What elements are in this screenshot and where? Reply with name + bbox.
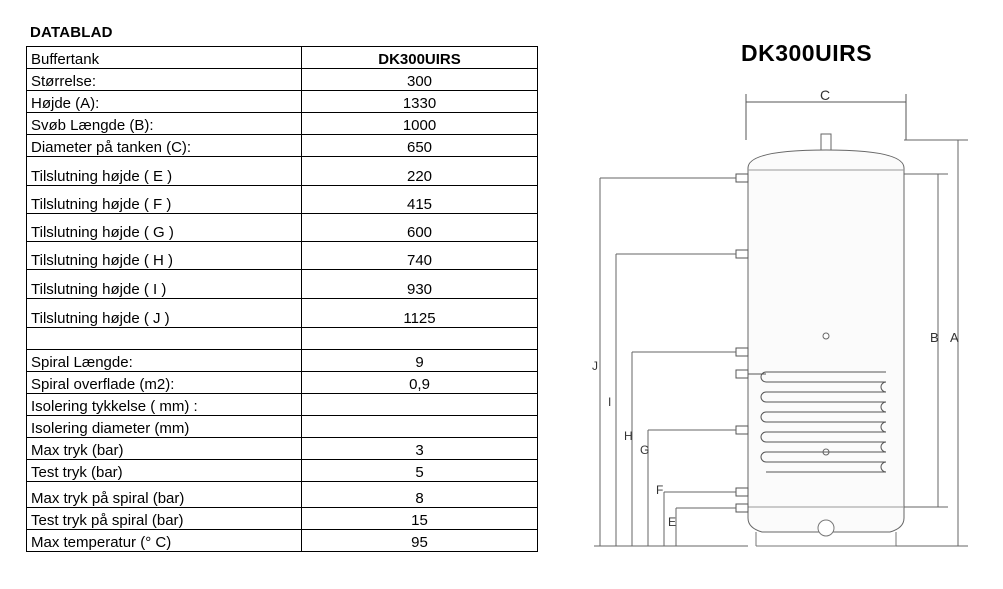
label-i: I: [608, 395, 612, 409]
label-c: C: [820, 87, 831, 103]
table-row: [27, 372, 538, 394]
row-value: 3: [302, 438, 538, 460]
connection-g: [736, 426, 748, 434]
table-row: [27, 530, 538, 552]
tank-body: [748, 150, 904, 532]
table-header-row: [27, 47, 538, 69]
diagram-title: DK300UIRS: [741, 40, 873, 66]
row-label: Tilslutning højde ( F ): [27, 186, 302, 214]
row-value: 415: [302, 186, 538, 214]
row-label: Tilslutning højde ( H ): [27, 242, 302, 270]
row-value: 1330: [302, 91, 538, 113]
table-row: [27, 157, 538, 186]
label-f: F: [656, 483, 664, 497]
row-label: Max tryk (bar): [27, 438, 302, 460]
row-label: [27, 328, 302, 350]
row-label: Max temperatur (° C): [27, 530, 302, 552]
row-value: 0,9: [302, 372, 538, 394]
tank-drawing: [580, 80, 980, 560]
table-row: [27, 508, 538, 530]
row-label: Størrelse:: [27, 69, 302, 91]
table-row: [27, 69, 538, 91]
table-row: [27, 416, 538, 438]
table-row: [27, 186, 538, 214]
table-row: [27, 270, 538, 299]
row-value: 300: [302, 69, 538, 91]
row-value: 9: [302, 350, 538, 372]
row-label: Tilslutning højde ( G ): [27, 214, 302, 242]
table-row: [27, 394, 538, 416]
row-label: Tilslutning højde ( I ): [27, 270, 302, 299]
table-row: [27, 482, 538, 508]
row-label: Diameter på tanken (C):: [27, 135, 302, 157]
coil-inlet: [736, 370, 748, 378]
table-row: [27, 214, 538, 242]
row-value: 600: [302, 214, 538, 242]
table-row: [27, 299, 538, 328]
connection-h: [736, 348, 748, 356]
spec-table: [26, 46, 538, 552]
sensor-port: [823, 333, 829, 339]
table-row: [27, 113, 538, 135]
connection-e: [736, 504, 748, 512]
row-value: 1000: [302, 113, 538, 135]
row-label: Isolering diameter (mm): [27, 416, 302, 438]
row-label: Tilslutning højde ( J ): [27, 299, 302, 328]
table-row: [27, 91, 538, 113]
connection-i: [736, 250, 748, 258]
row-label: Spiral Længde:: [27, 350, 302, 372]
row-label: Højde (A):: [27, 91, 302, 113]
table-row-blank: [27, 328, 538, 350]
row-value: 930: [302, 270, 538, 299]
row-value: 740: [302, 242, 538, 270]
row-value: [302, 328, 538, 350]
sheet-title: DATABLAD: [30, 24, 113, 41]
connection-f: [736, 488, 748, 496]
row-value: 650: [302, 135, 538, 157]
row-label: Max tryk på spiral (bar): [27, 482, 302, 508]
left-dimensions: [594, 178, 748, 546]
table-row: [27, 350, 538, 372]
row-label: Isolering tykkelse ( mm) :: [27, 394, 302, 416]
row-label: Spiral overflade (m2):: [27, 372, 302, 394]
table-row: [27, 460, 538, 482]
drain-outlet: [818, 520, 834, 536]
label-g: G: [640, 443, 650, 457]
row-label: Svøb Længde (B):: [27, 113, 302, 135]
label-j: J: [592, 359, 598, 373]
header-label: Buffertank: [27, 47, 302, 69]
table-row: [27, 135, 538, 157]
row-value: 5: [302, 460, 538, 482]
row-value: 8: [302, 482, 538, 508]
row-label: Tilslutning højde ( E ): [27, 157, 302, 186]
row-value: 1125: [302, 299, 538, 328]
table-row: [27, 242, 538, 270]
label-e: E: [668, 515, 677, 529]
row-value: 95: [302, 530, 538, 552]
table-row: [27, 438, 538, 460]
row-label: Test tryk på spiral (bar): [27, 508, 302, 530]
row-value: 220: [302, 157, 538, 186]
row-label: Test tryk (bar): [27, 460, 302, 482]
header-model: DK300UIRS: [302, 47, 538, 69]
row-value: [302, 394, 538, 416]
label-h: H: [624, 429, 633, 443]
row-value: 15: [302, 508, 538, 530]
row-value: [302, 416, 538, 438]
connection-j: [736, 174, 748, 182]
label-b: B: [930, 330, 939, 345]
label-a: A: [950, 330, 959, 345]
